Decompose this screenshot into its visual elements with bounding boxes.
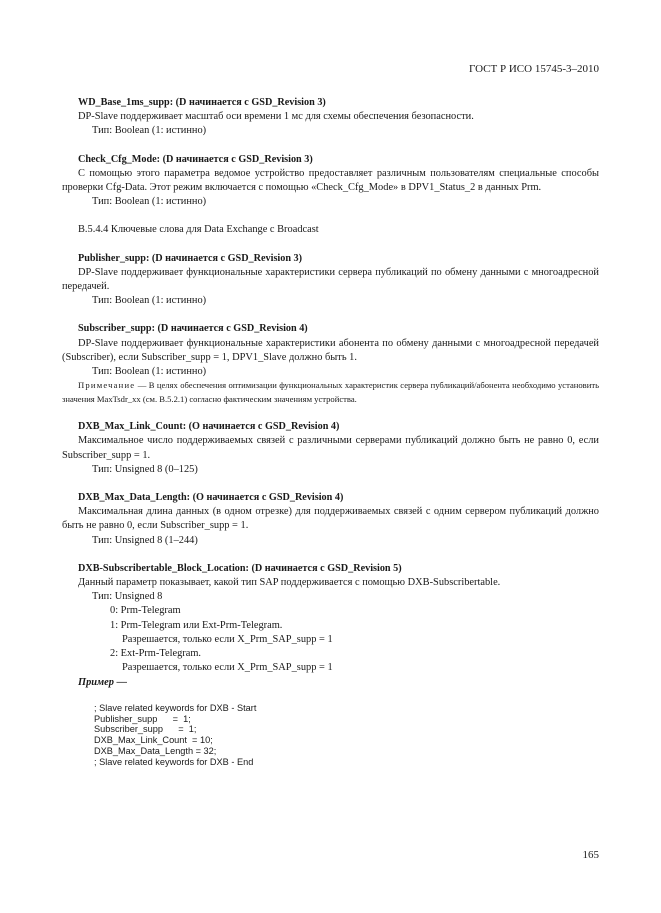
keyword-type-publisher: Тип: Boolean (1: истинно): [92, 295, 207, 307]
keyword-desc-subscriber: DP-Slave поддерживает функциональные характеристики абонента по обмену данными с многоадресной передачей (Subscriber), если Subscriber_supp = 1, DPV1_Slave должно быть 1.: [62, 337, 599, 363]
keyword-type-max-link-count: Тип: Unsigned 8 (0–125): [92, 463, 198, 475]
keyword-type-subscriber: Тип: Boolean (1: истинно): [92, 366, 207, 378]
keyword-desc-wd-base: DP-Slave поддерживает масштаб оси времени 1 мс для схемы обеспечения безопасности.: [78, 111, 474, 123]
value-option-2-condition: Разрешается, только если X_Prm_SAP_supp = 1: [122, 662, 333, 674]
keyword-title-check-cfg: Check_Cfg_Mode: (D начинается с GSD_Revision 3): [78, 153, 313, 165]
value-option-1-condition: Разрешается, только если X_Prm_SAP_supp = 1: [122, 633, 333, 645]
keyword-type-wd-base: Тип: Boolean (1: истинно): [92, 125, 207, 137]
code-line: Publisher_supp = 1;: [94, 713, 191, 724]
keyword-desc-publisher: DP-Slave поддерживает функциональные характеристики сервера публикаций по обмену данными с многоадресной передачей.: [62, 266, 599, 293]
keyword-desc-max-data-length: Максимальная длина данных (в одном отрезке) для поддерживаемых связей с одним сервером публикаций должно быть не равно 0, если Subscriber_supp = 1.: [62, 506, 599, 532]
note: [62, 379, 599, 406]
code-line: DXB_Max_Data_Length = 32;: [94, 745, 217, 756]
page-body: [62, 96, 599, 767]
note-label: Примечание: [78, 380, 136, 391]
page-number: 165: [582, 849, 599, 861]
keyword-title-max-data-length: DXB_Max_Data_Length: (O начинается с GSD_Revision 4): [78, 492, 344, 504]
keyword-title-block-location: DXB-Subscribertable_Block_Location: (D начинается с GSD_Revision 5): [78, 562, 402, 574]
code-example: [62, 703, 599, 768]
keyword-title-subscriber: Subscriber_supp: (D начинается с GSD_Revision 4): [78, 323, 308, 335]
keyword-desc-max-link-count: Максимальное число поддерживаемых связей с различными серверами публикаций должно быть не равно 0, если Subscriber_supp = 1.: [62, 435, 599, 461]
keyword-type-block-location: Тип: Unsigned 8: [92, 591, 163, 603]
code-line: Subscriber_supp = 1;: [94, 724, 197, 735]
section-heading: B.5.4.4 Ключевые слова для Data Exchange с Broadcast: [78, 224, 319, 236]
code-line: ; Slave related keywords for DXB - Start: [94, 702, 257, 713]
code-line: DXB_Max_Link_Count = 10;: [94, 735, 213, 746]
keyword-desc-check-cfg: С помощью этого параметра ведомое устройство предоставляет различным пользователям специальные способы проверки Cfg-Data. Этот режим включается с помощью «Check_Cfg_Mode» в DPV1_Status_2 в данных Prm.: [62, 167, 599, 194]
code-line: ; Slave related keywords for DXB - End: [94, 756, 254, 767]
value-option-0: 0: Prm-Telegram: [110, 605, 181, 617]
value-option-2: 2: Ext-Prm-Telegram.: [110, 648, 202, 660]
keyword-title-max-link-count: DXB_Max_Link_Count: (O начинается с GSD_Revision 4): [78, 421, 340, 433]
value-option-1: 1: Prm-Telegram или Ext-Prm-Telegram.: [110, 619, 283, 631]
keyword-type-max-data-length: Тип: Unsigned 8 (1–244): [92, 534, 198, 546]
document-header: ГОСТ Р ИСО 15745-3–2010: [469, 63, 599, 75]
example-label: Пример —: [78, 676, 127, 688]
keyword-title-wd-base: WD_Base_1ms_supp: (D начинается с GSD_Revision 3): [78, 97, 326, 108]
keyword-title-publisher: Publisher_supp: (D начинается с GSD_Revision 3): [78, 252, 303, 264]
note-text: — В целях обеспечения оптимизации функциональных характеристик сервера публикаций/абонента необходимо установить значения MaxTsdr_xx (см. B.5.2.1) согласно фактическим значениям устройства.: [62, 380, 599, 404]
keyword-type-check-cfg: Тип: Boolean (1: истинно): [92, 196, 207, 208]
keyword-desc-block-location: Данный параметр показывает, какой тип SAP поддерживается с помощью DXB-Subscribertable.: [78, 577, 501, 589]
